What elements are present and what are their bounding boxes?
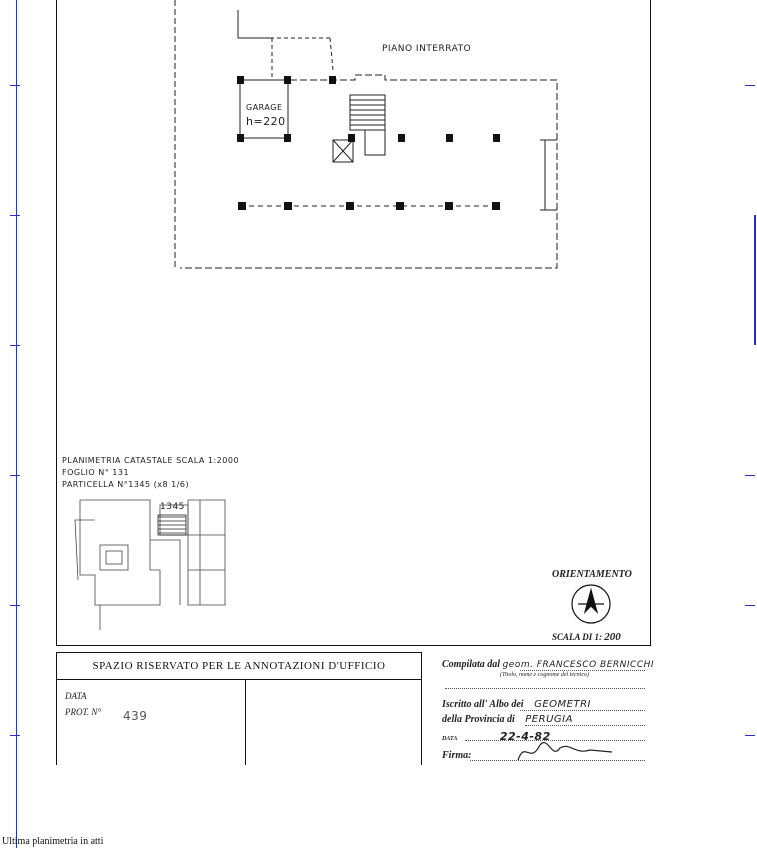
cadastral-line-3: PARTICELLA N°1345 (x8 1/6) xyxy=(62,480,190,489)
orientation-label: ORIENTAMENTO xyxy=(552,569,632,580)
office-box xyxy=(56,652,422,765)
iscritto-value: GEOMETRI xyxy=(534,699,591,710)
cadastral-line-1: PLANIMETRIA CATASTALE SCALA 1:2000 xyxy=(62,456,240,465)
iscritto-row xyxy=(442,699,642,710)
scale-prefix: SCALA DI 1: xyxy=(552,632,603,642)
office-box-title: SPAZIO RISERVATO PER LE ANNOTAZIONI D'UFFICIO xyxy=(92,660,386,672)
plan-title: PIANO INTERRATO xyxy=(382,44,472,54)
cadastral-line-2: FOGLIO N° 131 xyxy=(62,468,130,477)
field-line xyxy=(465,740,645,741)
field-line xyxy=(525,725,645,726)
compilata-row xyxy=(442,659,654,670)
field-line xyxy=(520,710,645,711)
compilata-label: Compilata dal xyxy=(442,659,501,670)
office-data-label: DATA xyxy=(65,691,87,701)
field-line xyxy=(470,760,645,761)
date-label: DATA xyxy=(442,736,458,742)
provincia-label: della Provincia di xyxy=(442,714,515,725)
field-line xyxy=(520,670,645,671)
garage-height: h=220 xyxy=(246,115,286,128)
firma-row xyxy=(442,750,471,761)
provincia-row xyxy=(442,714,642,725)
date-value: 22-4-82 xyxy=(499,730,551,743)
footer-caption: Ultima planimetria in atti xyxy=(2,836,104,847)
iscritto-label: Iscritto all' Albo dei xyxy=(442,699,524,710)
firma-label: Firma: xyxy=(442,750,472,761)
office-box-divider xyxy=(245,680,247,765)
office-box-header xyxy=(57,653,421,680)
garage-label: GARAGE xyxy=(246,103,283,112)
compilata-note: (Titolo, nome e cognome del tecnico) xyxy=(500,672,589,678)
date-row xyxy=(442,730,642,743)
office-prot-value: 439 xyxy=(123,709,148,723)
parcel-number: 1345 xyxy=(160,502,185,512)
scale-value: 200 xyxy=(604,631,621,643)
compass-rose-icon xyxy=(572,585,610,623)
signature-scribble xyxy=(518,743,612,760)
provincia-value: PERUGIA xyxy=(525,714,573,725)
field-line xyxy=(445,688,645,689)
office-prot-label: PROT. N° xyxy=(65,707,101,717)
compilata-value: geom. FRANCESCO BERNICCHI xyxy=(502,660,655,670)
scale-label xyxy=(552,631,621,643)
